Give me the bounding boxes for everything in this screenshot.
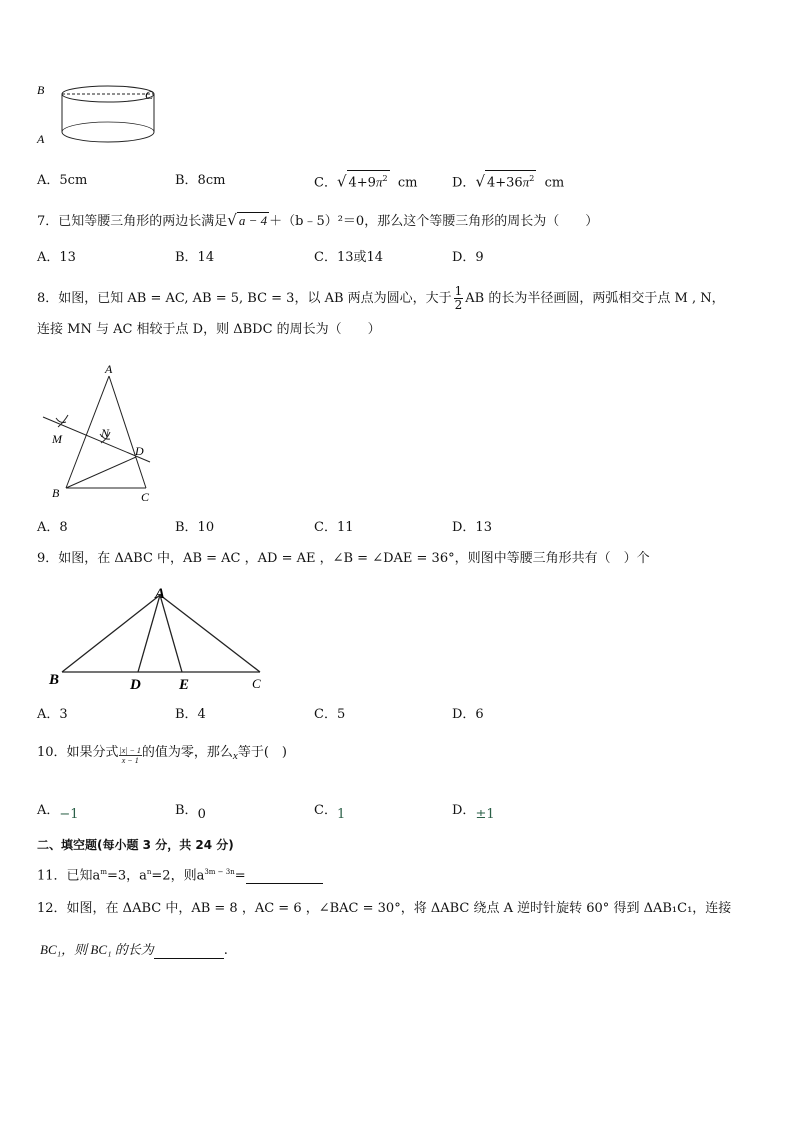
question-11: 11．已知$a^m=3$，$a^n=2$，则$a^{3m - 3n}=$	[37, 864, 323, 884]
label-E: E	[179, 677, 190, 692]
q9-option-a: A．3	[37, 707, 68, 722]
label-D: D	[130, 677, 141, 692]
q10-option-d: D．±1	[452, 803, 495, 822]
label-D: D	[135, 444, 144, 458]
question-10: 10．如果分式 $\frac{|x| - 1}{x - 1}$ 的值为零，那么$_x$等于( )	[37, 745, 287, 765]
question-12-line-1: 12．如图，在 ΔABC 中，AB = 8 ，AC = 6 ，∠BAC = 30°，将 ΔABC 绕点 A 逆时针旋转 60° 得到 ΔAB₁C₁，连接	[37, 901, 732, 916]
answer-blank-12[interactable]	[154, 944, 224, 959]
q9-option-b: B．4	[175, 707, 206, 722]
q8-option-a: A．8	[37, 520, 68, 535]
q7-option-d: D．9	[452, 250, 484, 265]
label-A: A	[105, 362, 113, 376]
label-C: C	[252, 676, 261, 691]
question-12-line-2: BC₁，则 BC₁ 的长为 .	[40, 942, 228, 958]
q6-option-a: A．5cm	[37, 173, 88, 188]
q10-option-c: C．1	[314, 803, 346, 822]
section-2-title: 二、填空题(每小题 3 分，共 24 分)	[37, 838, 234, 852]
q8-option-c: C．11	[314, 520, 354, 535]
q7-option-c: C．13或14	[314, 250, 384, 265]
question-9: 9．如图，在 ΔABC 中，AB = AC ，AD = AE ，∠B = ∠DAE = 36°，则图中等腰三角形共有（ ）个	[37, 551, 650, 566]
q7-option-b: B．14	[175, 250, 215, 265]
question-8-line-2: 连接 MN 与 AC 相较于点 D，则 ΔBDC 的周长为（ ）	[37, 322, 381, 337]
triangle-figure-q8	[38, 360, 158, 505]
q9-option-c: C．5	[314, 707, 346, 722]
label-C: C	[141, 490, 150, 504]
q6-option-d: D．√ $4+36\pi^2$ cm	[452, 170, 564, 191]
q7-option-a: A．13	[37, 250, 76, 265]
label-B: B	[49, 672, 60, 688]
triangle-figure-q9	[46, 582, 276, 692]
q10-option-a: A．−1	[37, 803, 79, 822]
label-C: C	[145, 88, 154, 102]
question-7: 7．已知等腰三角形的两边长满足√ a − 4 ＋（b﹣5）²＝0，那么这个等腰三角形的周长为（ ）	[37, 211, 599, 229]
q6-option-b: B．8cm	[175, 173, 226, 188]
label-B: B	[37, 83, 45, 97]
q9-option-d: D．6	[452, 707, 484, 722]
fraction-abs: $\frac{|x| - 1}{x - 1}$	[119, 746, 141, 765]
question-8-line-1: 8．如图，已知 AB = AC, AB = 5, BC = 3，以 AB 两点为圆心，大于 $\frac{1}{2}$ AB 的长为半径画圆，两弧相交于点 M , N，	[37, 284, 725, 312]
label-N: N	[101, 426, 110, 440]
label-M: M	[52, 432, 62, 446]
label-A: A	[155, 586, 166, 602]
answer-blank-11[interactable]	[246, 869, 323, 884]
cylinder-figure	[34, 80, 160, 152]
label-A: A	[37, 132, 45, 146]
label-B: B	[52, 486, 60, 500]
fraction-half: $\frac{1}{2}$	[454, 284, 463, 312]
q8-option-b: B．10	[175, 520, 215, 535]
q6-option-c: C．√ $4+9\pi^2$ cm	[314, 170, 417, 191]
q8-option-d: D．13	[452, 520, 492, 535]
q10-option-b: B．0	[175, 803, 206, 822]
